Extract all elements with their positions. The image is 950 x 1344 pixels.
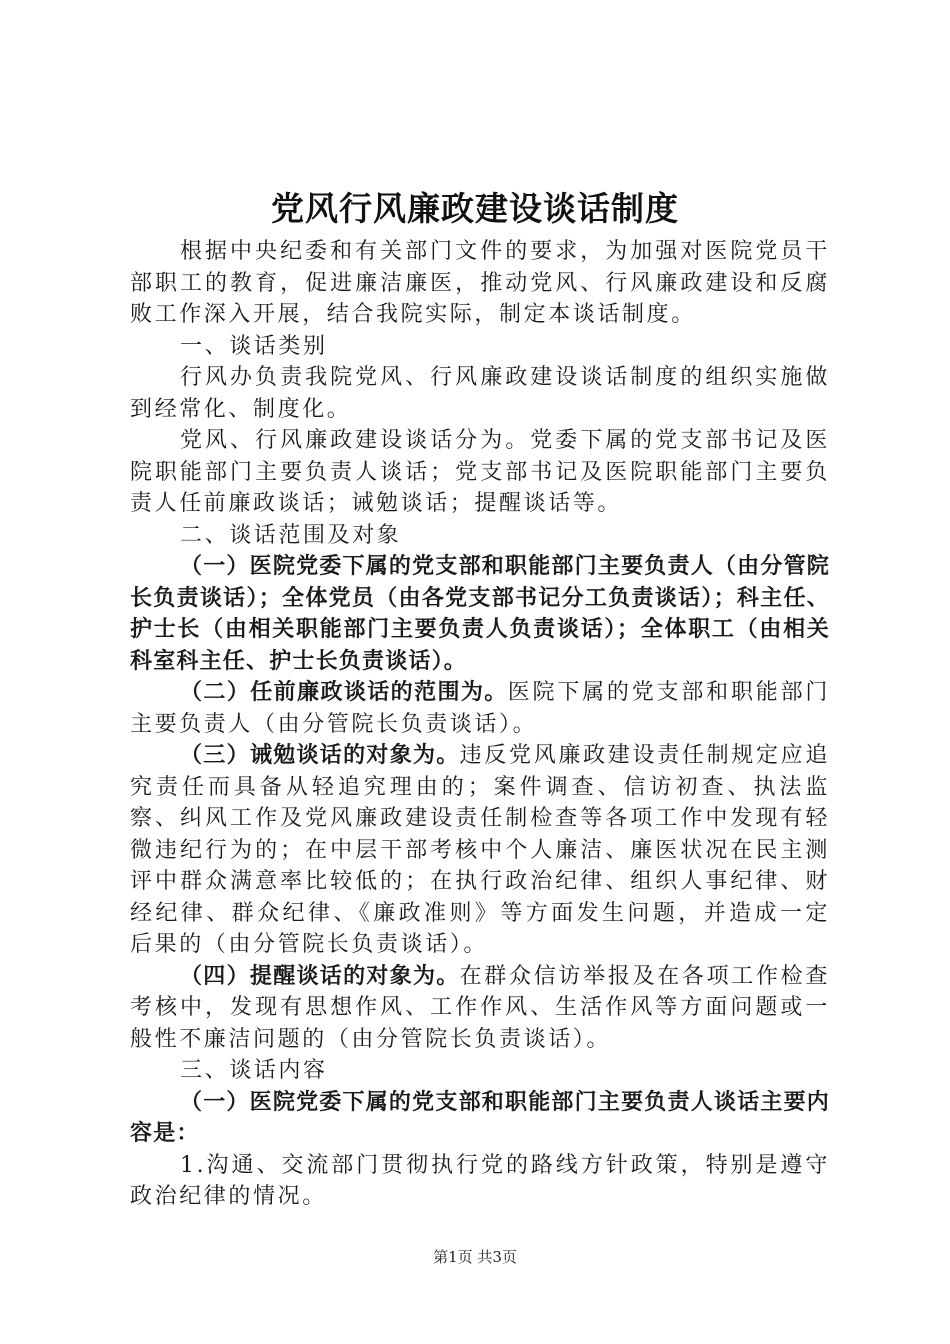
paragraph-4-text: 医院下属的党支部和职能部门主要负责人（由分管院长负责谈话）。 (130, 680, 830, 737)
section-heading-1: 一、谈话类别 (180, 333, 328, 359)
intro-paragraph: 根据中央纪委和有关部门文件的要求，为加强对医院党员干部职工的教育，促进廉洁廉医，推动党风、行风廉政建设和反腐败工作深入开展，结合我院实际，制定本谈话制度。 (130, 239, 830, 327)
paragraph-4-lead: （二）任前廉政谈话的范围为。 (180, 680, 508, 705)
paragraph-6 (130, 961, 830, 1056)
paragraph-4 (130, 677, 830, 740)
paragraph-5-text: 违反党风廉政建设责任制规定应追究责任而具备从轻追究理由的；案件调查、信访初查、执法监察、纠风工作及党风廉政建设责任制检查等各项工作中发现有轻微违纪行为的；在中层干部考核中个人廉洁、廉医状况在民主测评中群众满意率比较低的；在执行政治纪律、组织人事纪律、财经纪律、群众纪律、《廉政准则》等方面发生问题，并造成一定后果的（由分管院长负责谈话）。 (130, 743, 830, 957)
paragraph-1: 行风办负责我院党风、行风廉政建设谈话制度的组织实施做到经常化、制度化。 (130, 365, 830, 422)
page-number: 第1页 共3页 (433, 1248, 517, 1266)
document-title: 党风行风廉政建设谈话制度 (271, 189, 679, 228)
paragraph-2: 党风、行风廉政建设谈话分为。党委下属的党支部书记及医院职能部门主要负责人谈话；党支部书记及医院职能部门主要负责人任前廉政谈话；诫勉谈话；提醒谈话等。 (130, 428, 830, 516)
paragraph-7-bold: （一）医院党委下属的党支部和职能部门主要负责人谈话主要内容是： (130, 1089, 830, 1146)
section-heading-3: 三、谈话内容 (180, 1058, 328, 1083)
paragraph-5 (130, 740, 830, 961)
paragraph-6-text: 在群众信访举报及在各项工作检查考核中，发现有思想作风、工作作风、生活作风等方面问题或一般性不廉洁问题的（由分管院长负责谈话）。 (130, 963, 830, 1052)
paragraph-3-bold: （一）医院党委下属的党支部和职能部门主要负责人（由分管院长负责谈话）；全体党员（由各党支部书记分工负责谈话）；科主任、护士长（由相关职能部门主要负责人负责谈话）；全体职工（由相关科室科主任、护士长负责谈话）。 (130, 554, 830, 674)
paragraph-6-lead: （四）提醒谈话的对象为。 (180, 963, 460, 989)
document-body (130, 236, 830, 1213)
paragraph-8: 1.沟通、交流部门贯彻执行党的路线方针政策，特别是遵守政治纪律的情况。 (130, 1152, 830, 1209)
paragraph-5-lead: （三）诫勉谈话的对象为。 (180, 743, 460, 768)
section-heading-2: 二、谈话范围及对象 (180, 522, 402, 548)
